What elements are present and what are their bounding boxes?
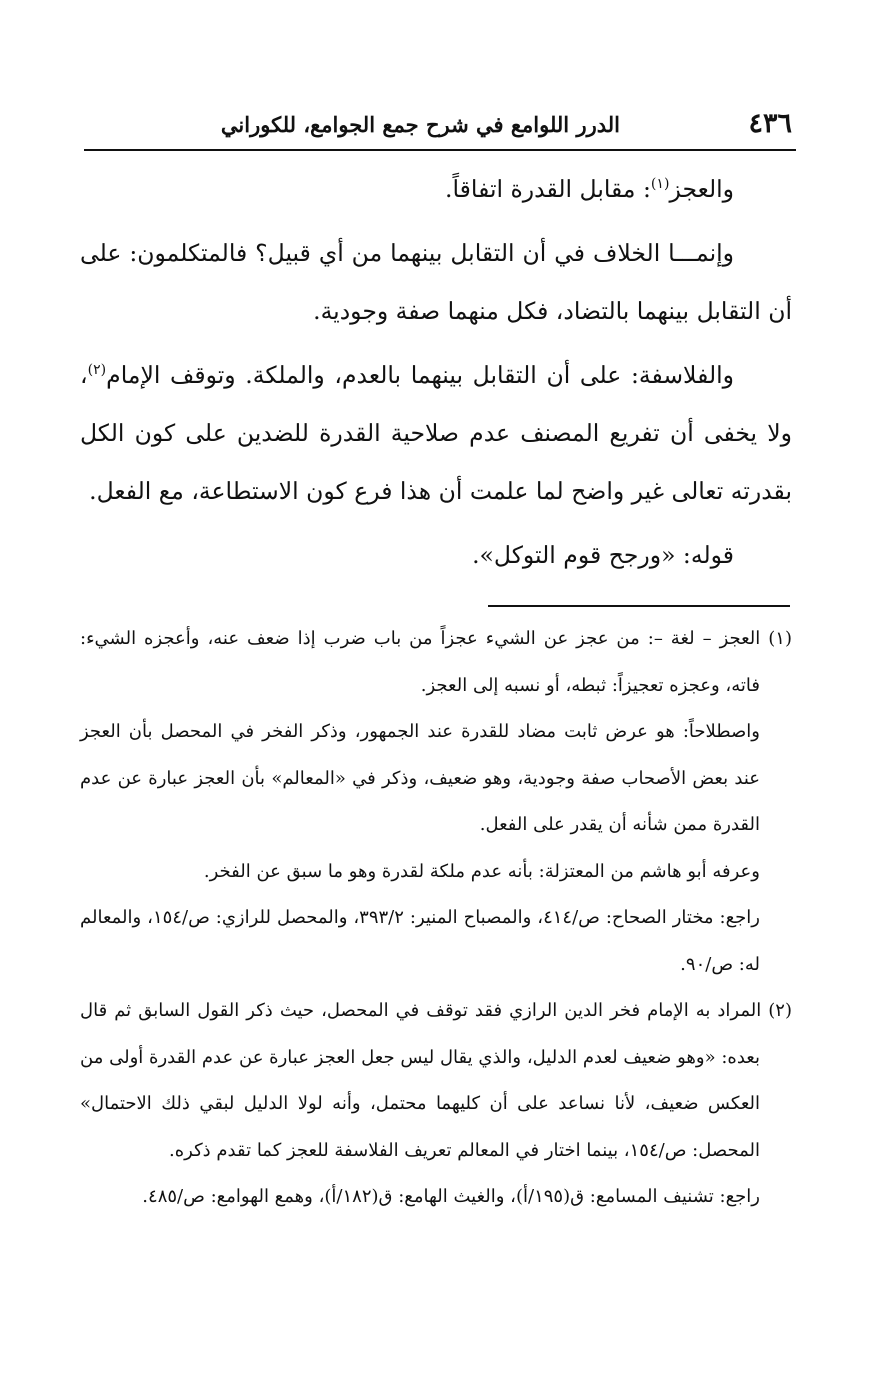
main-text — [80, 160, 792, 584]
p3-text-start: والفلاسفة: على أن التقابل بينهما بالعدم، والملكة. وتوقف الإمام — [106, 361, 734, 389]
footnote-1-definition: (١) العجز – لغة –: من عجز عن الشيء عجزاً من باب ضرب إذا ضعف عنه، وأعجزه الشيء: فاته، وعجزه تعجيزاً: ثبطه، أو نسبه إلى العجز. — [80, 628, 792, 696]
footnote-2-body: (٢) المراد به الإمام فخر الدين الرازي فقد توقف في المحصل، حيث ذكر القول السابق ثم قال بعده: «وهو ضعيف لعدم الدليل، والذي يقال ليس جعل العجز عبارة عن عدم القدرة أولى من العكس ضعيف، لأنا نساعد على أن كليهما محتمل، وأنه لولا الدليل لبقي ذلك الاحتمال» المحصل: ص/١٥٤، بينما اختار في المعالم تعريف الفلاسفة للعجز كما تقدم ذكره. — [80, 1000, 792, 1161]
footnote-1-terminology: واصطلاحاً: هو عرض ثابت مضاد للقدرة عند الجمهور، وذكر الفخر في المحصل بأن العجز عند بعض الأصحاب صفة وجودية، وهو ضعيف، وذكر في «المعالم» بأن العجز عبارة عن عدم القدرة ممن شأنه أن يقدر على الفعل. — [80, 721, 760, 835]
paragraph-2: وإنمـــا الخلاف في أن التقابل بينهما من أي قبيل؟ فالمتكلمون: على أن التقابل بينهما بالتضاد، فكل منهما صفة وجودية. — [80, 239, 792, 325]
page-header — [88, 108, 792, 148]
footnote-ref-2: (٢) — [87, 362, 107, 379]
p1-text-end: : مقابل القدرة اتفاقاً. — [445, 175, 651, 203]
footnote-2-references: راجع: تشنيف المسامع: ق(١٩٥/أ)، والغيث الهامع: ق(١٨٢/أ)، وهمع الهوامع: ص/٤٨٥. — [142, 1186, 760, 1207]
header-rule — [84, 149, 796, 151]
p1-text-start: والعجز — [669, 175, 734, 203]
page-number: ٤٣٦ — [748, 108, 792, 139]
footnotes — [80, 616, 792, 1221]
paragraph-1 — [80, 160, 792, 218]
footnote-separator — [488, 605, 790, 607]
footnote-1-abu-hashim: وعرفه أبو هاشم من المعتزلة: بأنه عدم ملكة لقدرة وهو ما سبق عن الفخر. — [203, 860, 760, 882]
p3-text-end: ، ولا يخفى أن تفريع المصنف عدم صلاحية القدرة للضدين على كون الكل بقدرته تعالى غير واضح لما علمت أن هذا فرع كون الاستطاعة، مع الفعل. — [80, 361, 792, 505]
paragraph-3 — [80, 346, 792, 520]
footnote-ref-1: (١) — [650, 176, 670, 193]
paragraph-4: قوله: «ورجح قوم التوكل». — [472, 541, 734, 569]
footnote-1-references: راجع: مختار الصحاح: ص/٤١٤، والمصباح المنير: ٣٩٣/٢، والمحصل للرازي: ص/١٥٤، والمعالم له: ص/٩٠. — [80, 907, 760, 975]
running-title: الدرر اللوامع في شرح جمع الجوامع، للكوراني — [220, 112, 620, 137]
